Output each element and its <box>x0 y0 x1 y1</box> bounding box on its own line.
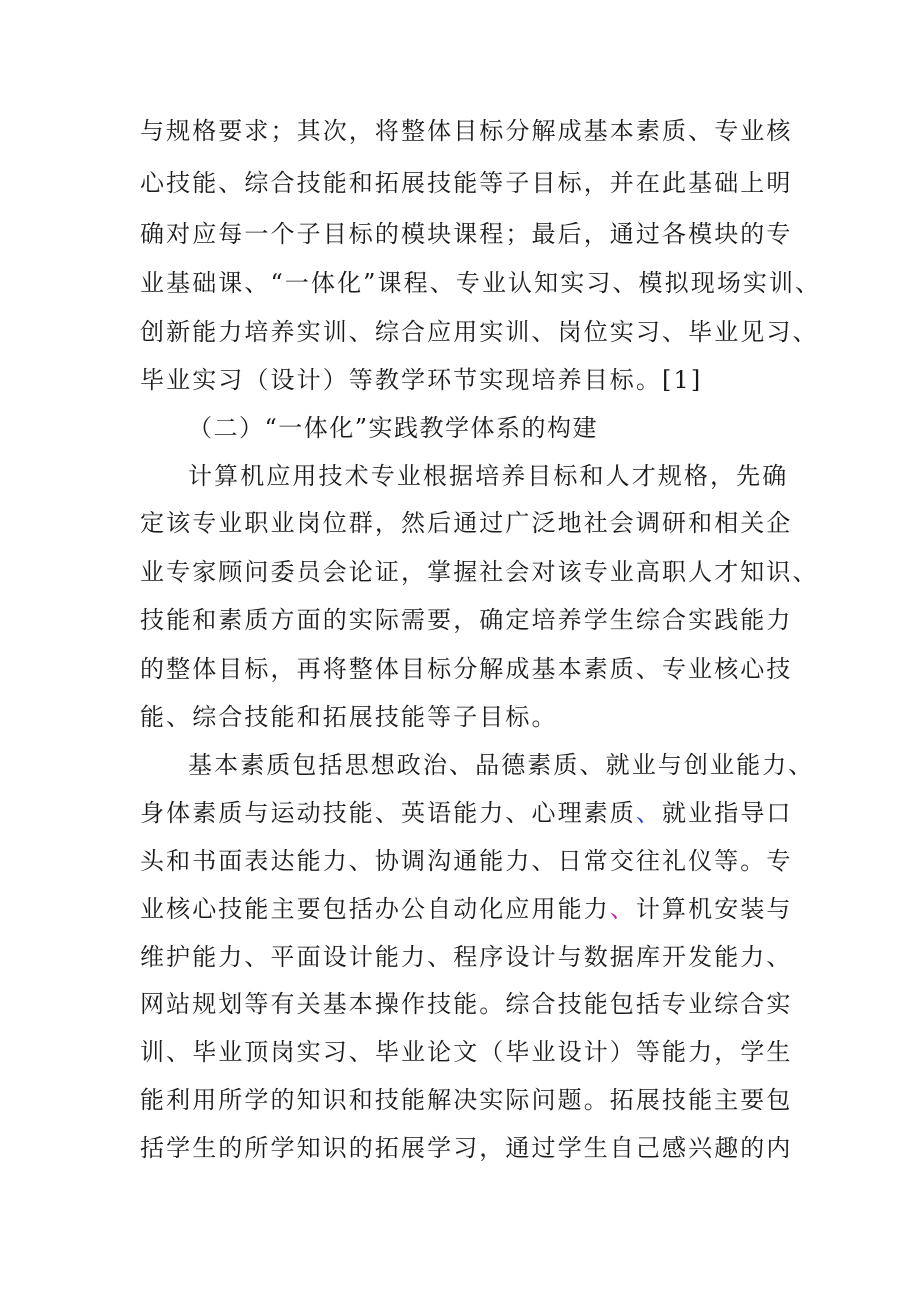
text-line: 心技能、综合技能和拓展技能等子目标，并在此基础上明 <box>140 169 793 197</box>
text-segment: 身体素质与运动技能、英语能力、心理素质 <box>140 799 636 827</box>
text-line: 确对应每一个子目标的模块课程；最后，通过各模块的专 <box>140 220 793 248</box>
text-line <box>140 798 793 828</box>
text-segment: 计算机安装与 <box>635 895 793 923</box>
text-line: 的整体目标，再将整体目标分解成基本素质、专业核心技 <box>140 655 793 683</box>
text-line: 能利用所学的知识和技能解决实际问题。拓展技能主要包 <box>140 1086 793 1114</box>
paragraph-first-line: 基本素质包括思想政治、品德素质、就业与创业能力、 <box>188 751 815 779</box>
text-line: 定该专业职业岗位群，然后通过广泛地社会调研和相关企 <box>140 509 793 537</box>
text-line: 毕业实习（设计）等教学环节实现培养目标。[1] <box>140 366 703 394</box>
text-segment: 业核心技能主要包括办公自动化应用能力 <box>140 895 610 923</box>
text-line: 头和书面表达能力、协调沟通能力、日常交往礼仪等。专 <box>140 847 793 875</box>
text-line: 技能和素质方面的实际需要，确定培养学生综合实践能力 <box>140 606 793 634</box>
text-line: 业专家顾问委员会论证，掌握社会对该专业高职人才知识、 <box>140 558 819 586</box>
text-line: 括学生的所学知识的拓展学习，通过学生自己感兴趣的内 <box>140 1134 793 1162</box>
text-line: 创新能力培养实训、综合应用实训、岗位实习、毕业见习、 <box>140 318 819 346</box>
text-line: 网站规划等有关基本操作技能。综合技能包括专业综合实 <box>140 990 793 1018</box>
text-line: 能、综合技能和拓展技能等子目标。 <box>140 703 558 731</box>
text-line: 训、毕业顶岗实习、毕业论文（毕业设计）等能力，学生 <box>140 1038 793 1066</box>
paragraph-first-line: 计算机应用技术专业根据培养目标和人才规格，先确 <box>188 462 789 490</box>
colored-punctuation: 、 <box>635 799 663 827</box>
text-segment: 就业指导口 <box>662 799 793 827</box>
text-line: 维护能力、平面设计能力、程序设计与数据库开发能力、 <box>140 943 793 971</box>
text-line: 业基础课、“一体化”课程、专业认知实习、模拟现场实训、 <box>140 269 822 297</box>
colored-punctuation: 、 <box>609 895 636 923</box>
text-line: 与规格要求；其次，将整体目标分解成基本素质、专业核 <box>140 117 793 145</box>
section-heading: （二）“一体化”实践教学体系的构建 <box>188 414 599 442</box>
text-line <box>140 894 793 924</box>
